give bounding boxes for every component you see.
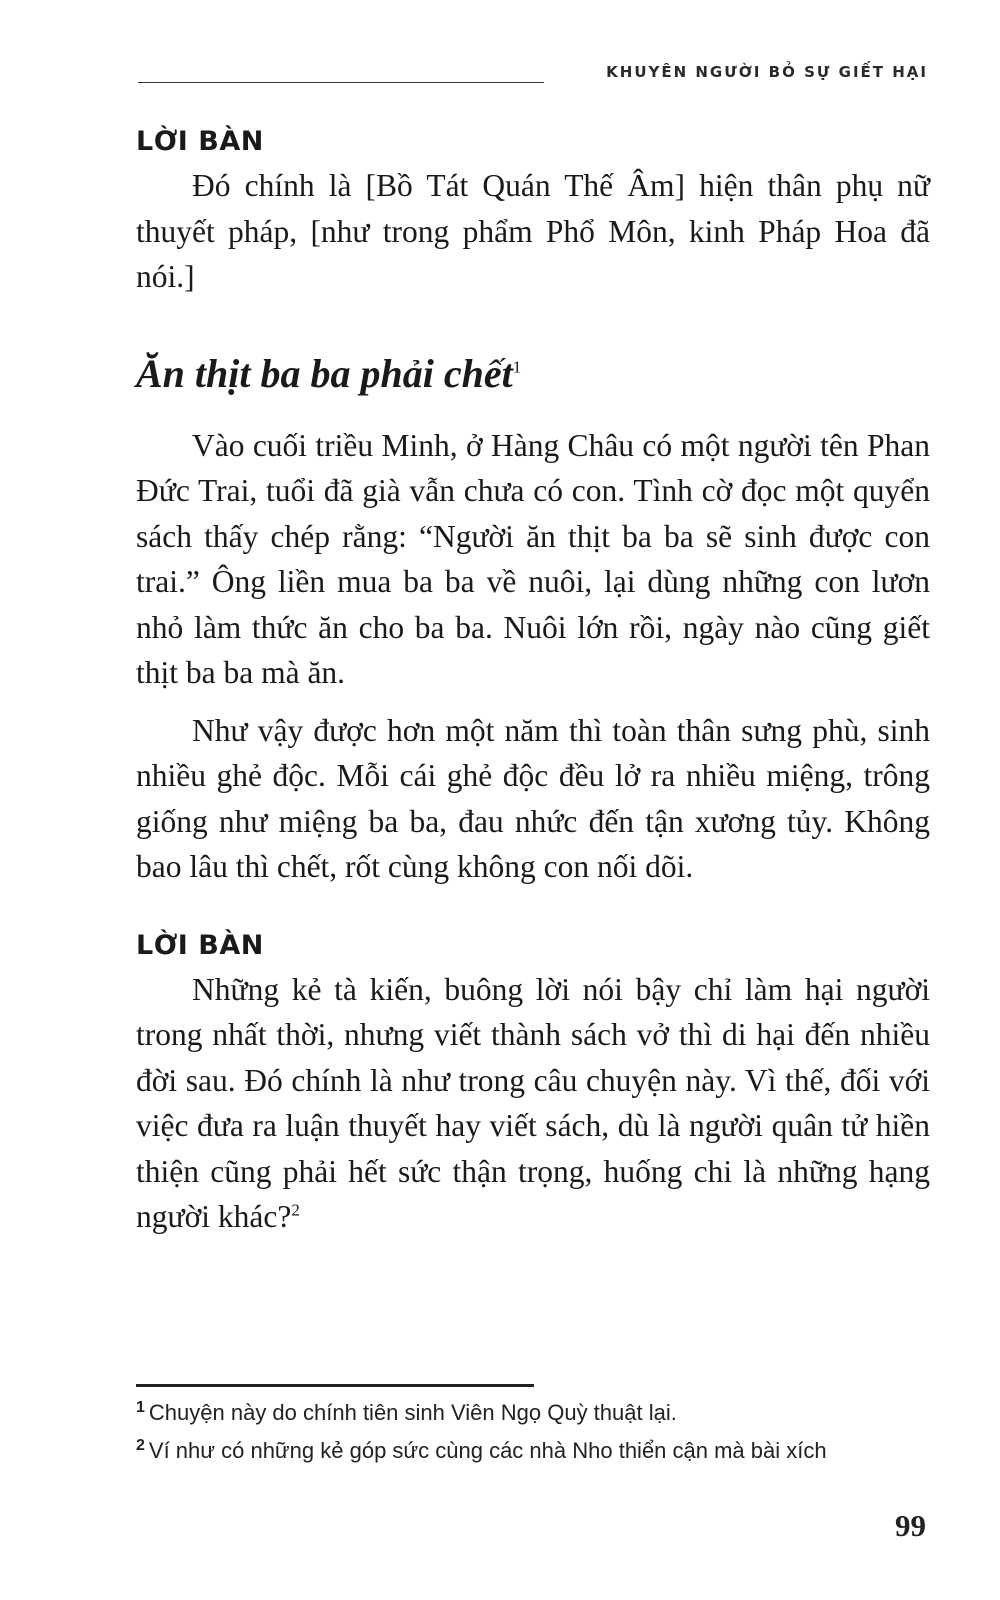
footnotes <box>136 1394 936 1470</box>
footnote-ref-2: 2 <box>291 1200 300 1220</box>
footnote-2 <box>136 1432 936 1470</box>
running-head: KHUYÊN NGƯỜI BỎ SỰ GIẾT HẠI <box>606 63 928 81</box>
story-paragraph: Như vậy được hơn một năm thì toàn thân sưng phù, sinh nhiều ghẻ độc. Mỗi cái ghẻ độc đều lở ra nhiều miệng, trông giống như miệng ba ba, đau nhức đến tận xương tủy. Không bao lâu thì chết, rốt cùng không con nối dõi. <box>136 712 930 884</box>
story-title-text: Ăn thịt ba ba phải chết <box>136 350 513 396</box>
story-title <box>136 350 930 397</box>
footnote-mark: 2 <box>136 1436 145 1454</box>
commentary-heading-2: LỜI BÀN <box>136 929 264 961</box>
page-number: 99 <box>895 1508 926 1543</box>
footnote-ref-1: 1 <box>512 357 522 377</box>
header-rule <box>138 82 544 83</box>
footnote-text: Ví như có những kẻ góp sức cùng các nhà Nho thiển cận mà bài xích <box>148 1438 827 1463</box>
commentary-paragraph-2-text: Những kẻ tà kiến, buông lời nói bậy chỉ làm hại người trong nhất thời, nhưng viết thành sách vở thì di hại đến nhiều đời sau. Đó chính là như trong câu chuyện này. Vì thế, đối với việc đưa ra luận thuyết hay viết sách, dù là người quân tử hiền thiện cũng phải hết sức thận trọng, huống chi là những hạng người khác? <box>136 971 930 1234</box>
page-body <box>136 126 930 1240</box>
commentary-paragraph-1: Đó chính là [Bồ Tát Quán Thế Âm] hiện thân phụ nữ thuyết pháp, [như trong phẩm Phổ Môn, kinh Pháp Hoa đã nói.] <box>136 168 930 294</box>
commentary-heading-1: LỜI BÀN <box>136 126 264 157</box>
footnote-mark: 1 <box>136 1398 145 1416</box>
footnote-rule <box>136 1384 534 1387</box>
footnote-text: Chuyện này do chính tiên sinh Viên Ngọ Quỳ thuật lại. <box>148 1400 677 1425</box>
commentary-paragraph-2 <box>136 967 930 1240</box>
story-paragraph: Vào cuối triều Minh, ở Hàng Châu có một người tên Phan Đức Trai, tuổi đã già vẫn chưa có con. Tình cờ đọc một quyển sách thấy chép rằng: “Người ăn thịt ba ba sẽ sinh được con trai.” Ông liền mua ba ba về nuôi, lại dùng những con lươn nhỏ làm thức ăn cho ba ba. Nuôi lớn rồi, ngày nào cũng giết thịt ba ba mà ăn. <box>136 427 930 690</box>
footnote-1 <box>136 1394 936 1432</box>
